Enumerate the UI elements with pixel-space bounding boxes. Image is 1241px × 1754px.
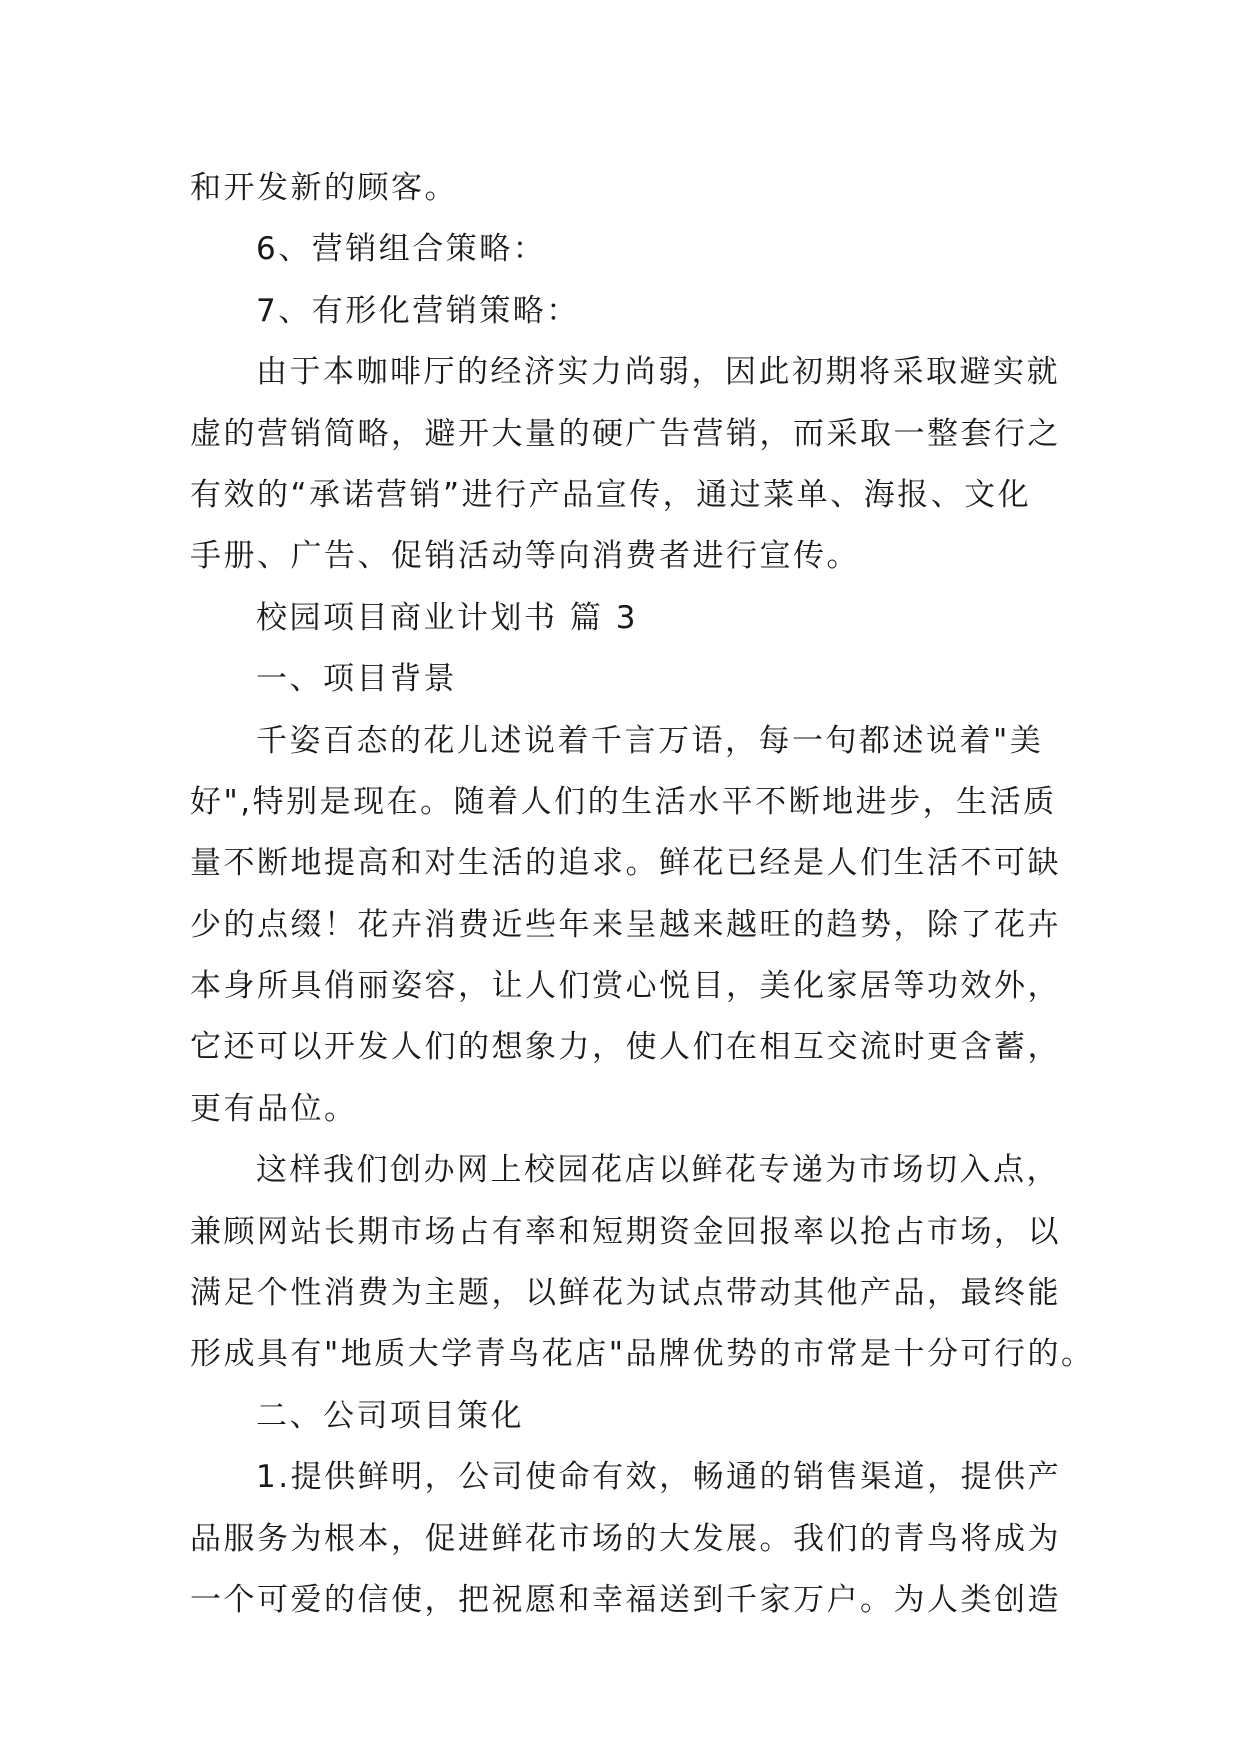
text-line: 好",特别是现在。随着人们的生活水平不断地进步，生活质 [190, 783, 1057, 820]
text-line: 量不断地提高和对生活的追求。鲜花已经是人们生活不可缺 [190, 845, 1061, 882]
text-line: 1.提供鲜明，公司使命有效，畅通的销售渠道，提供产 [256, 1459, 1062, 1496]
text-line: 形成具有"地质大学青鸟花店"品牌优势的市常是十分可行的。 [190, 1336, 1095, 1373]
text-line: 兼顾网站长期市场占有率和短期资金回报率以抢占市场，以 [190, 1213, 1061, 1250]
text-line: 千姿百态的花儿述说着千言万语，每一句都述说着"美 [256, 722, 1044, 759]
text-line: 手册、广告、促销活动等向消费者进行宣传。 [190, 538, 860, 575]
text-line: 本身所具俏丽姿容，让人们赏心悦目，美化家居等功效外， [190, 968, 1061, 1005]
text-line: 7、有形化营销策略： [256, 292, 580, 329]
document-body [190, 158, 1095, 1631]
text-line: 虚的营销简略，避开大量的硬广告营销，而采取一整套行之 [190, 415, 1061, 452]
text-line: 一个可爱的信使，把祝愿和幸福送到千家万户。为人类创造 [190, 1581, 1061, 1618]
text-line: 和开发新的顾客。 [190, 170, 458, 206]
text-line: 有效的“承诺营销”进行产品宣传，通过菜单、海报、文化 [190, 476, 1032, 513]
text-line: 它还可以开发人们的想象力，使人们在相互交流时更含蓄， [190, 1029, 1061, 1066]
text-line: 校园项目商业计划书 篇 3 [256, 599, 638, 636]
text-line: 二、公司项目策化 [256, 1397, 524, 1434]
text-line: 满足个性消费为主题，以鲜花为试点带动其他产品，最终能 [190, 1275, 1061, 1312]
text-line: 由于本咖啡厅的经济实力尚弱，因此初期将采取避实就 [256, 354, 1060, 391]
text-line: 更有品位。 [190, 1090, 358, 1127]
text-line: 少的点缀！花卉消费近些年来呈越来越旺的趋势，除了花卉 [190, 906, 1061, 943]
text-line: 这样我们创办网上校园花店以鲜花专递为市场切入点， [256, 1152, 1060, 1189]
text-line: 6、营销组合策略： [256, 231, 547, 268]
text-line: 一、项目背景 [256, 661, 457, 698]
text-line: 品服务为根本，促进鲜花市场的大发展。我们的青鸟将成为 [190, 1520, 1061, 1557]
